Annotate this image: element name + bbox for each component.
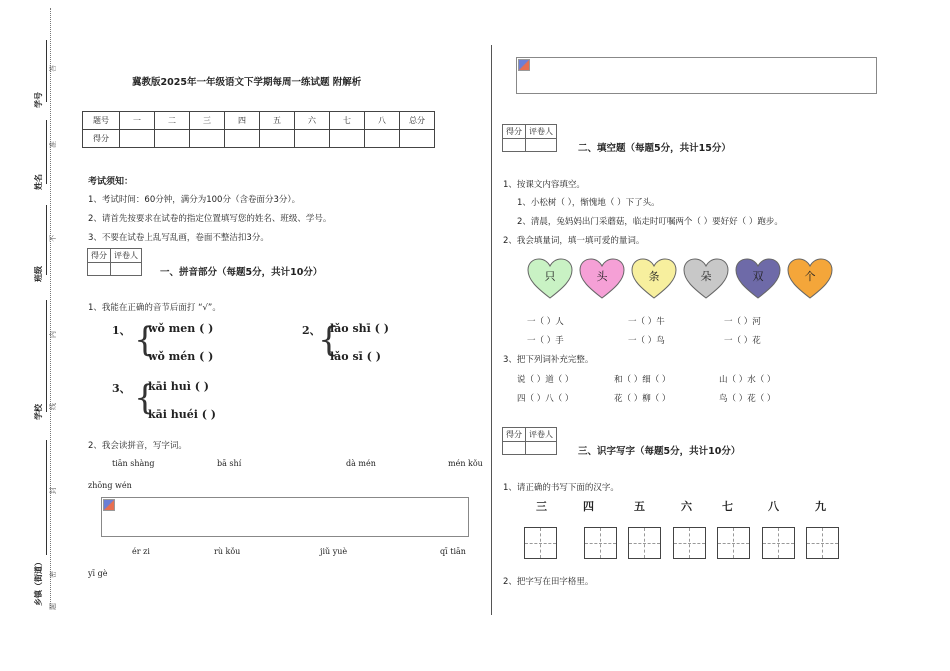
class-field[interactable] — [46, 205, 47, 275]
pinyin-prompt: mén kǒu — [448, 459, 483, 468]
pinyin-prompt: tiān shàng — [112, 459, 155, 468]
pinyin-option[interactable]: kāi huéi ( ) — [148, 408, 216, 421]
practice-char: 四 — [583, 500, 594, 513]
page-title: 冀教版2025年一年级语文下学期每周一练试题 附解析 — [132, 77, 362, 88]
score-table-header-row — [83, 112, 435, 130]
heart-card — [683, 258, 729, 300]
score-cell[interactable] — [295, 130, 330, 148]
scorebox-cell[interactable] — [111, 263, 142, 276]
scorebox-cell[interactable] — [526, 139, 557, 152]
score-table-header: 一 — [120, 112, 155, 130]
score-table-header: 题号 — [83, 112, 120, 130]
heart-char: 朵 — [700, 270, 712, 283]
broken-image-icon — [518, 59, 530, 71]
heart-char: 只 — [544, 270, 556, 283]
section2-question3: 3、把下列词补充完整。 — [503, 355, 594, 365]
section1-question2: 2、我会读拼音，写字词。 — [88, 441, 187, 451]
page-divider — [491, 45, 492, 615]
binding-char: 内 — [49, 331, 57, 338]
score-cell[interactable] — [225, 130, 260, 148]
section2-question2: 2、我会填量词，填一填可爱的量词。 — [503, 236, 645, 246]
word-complete-blank[interactable]: 山（ ）水（ ） — [719, 375, 776, 385]
binding-char: 题 — [49, 603, 57, 610]
section2-question1: 1、按课文内容填空。 — [503, 180, 585, 190]
score-cell[interactable] — [330, 130, 365, 148]
section2-title: 二、填空题（每题5分，共计15分） — [578, 143, 731, 154]
section1-question1: 1、我能在正确的音节后面打 “√”。 — [88, 303, 221, 313]
practice-char: 六 — [681, 500, 692, 513]
pinyin-option[interactable]: wǒ mén ( ) — [148, 350, 214, 363]
pinyin-option[interactable]: wǒ men ( ) — [148, 322, 214, 335]
pinyin-prompt: zhōng wén — [88, 481, 132, 490]
answer-writing-box[interactable] — [101, 497, 469, 537]
scorebox-section1 — [87, 248, 142, 276]
practice-char: 三 — [536, 500, 547, 513]
scorebox-label: 评卷人 — [111, 249, 142, 263]
scorebox-label: 得分 — [503, 125, 526, 139]
pinyin-prompt: bā shí — [217, 459, 242, 468]
score-table-header: 四 — [225, 112, 260, 130]
binding-label-student-id: 学号 — [34, 92, 43, 108]
measure-word-blank[interactable]: 一（ ）手 — [527, 336, 564, 346]
heart-char: 头 — [596, 270, 608, 283]
score-cell[interactable] — [365, 130, 400, 148]
measure-word-blank[interactable]: 一（ ）人 — [527, 317, 564, 327]
answer-writing-box[interactable] — [516, 57, 877, 94]
broken-image-icon — [103, 499, 115, 511]
binding-char: 准 — [49, 141, 57, 148]
group-number: 3、 — [112, 382, 131, 395]
word-complete-blank[interactable]: 四（ ）八（ ） — [517, 394, 574, 404]
heart-card — [735, 258, 781, 300]
notice-item: 1、考试时间：60分钟，满分为100分（含卷面分3分）。 — [88, 195, 301, 205]
score-cell[interactable] — [260, 130, 295, 148]
binding-char: 线 — [49, 403, 57, 410]
pinyin-prompt: qī tiān — [440, 547, 466, 556]
score-table-header: 总分 — [400, 112, 435, 130]
pinyin-option[interactable]: lǎo shī ( ) — [330, 322, 389, 335]
binding-char: 不 — [49, 235, 57, 242]
binding-char: 答 — [49, 65, 57, 72]
school-field[interactable] — [46, 300, 47, 412]
heart-char: 双 — [752, 270, 764, 283]
notice-heading: 考试须知： — [88, 177, 134, 187]
score-table — [82, 111, 435, 148]
notice-item: 2、请首先按要求在试卷的指定位置填写您的姓名、班级、学号。 — [88, 214, 332, 224]
brace-icon: { — [134, 378, 156, 418]
score-table-header: 五 — [260, 112, 295, 130]
measure-word-blank[interactable]: 一（ ）花 — [724, 336, 761, 346]
pinyin-prompt: ér zi — [132, 547, 150, 556]
word-complete-blank[interactable]: 鸟（ ）花（ ） — [719, 394, 776, 404]
measure-word-blank[interactable]: 一（ ）河 — [724, 317, 761, 327]
score-table-header: 七 — [330, 112, 365, 130]
pinyin-prompt: yī gè — [88, 569, 108, 578]
practice-char: 九 — [815, 500, 826, 513]
pinyin-prompt: dà mén — [346, 459, 376, 468]
pinyin-prompt: rù kǒu — [214, 547, 241, 556]
heart-char: 个 — [804, 270, 816, 283]
score-cell[interactable] — [120, 130, 155, 148]
score-row-label: 得分 — [83, 130, 120, 148]
brace-icon: { — [318, 320, 340, 360]
measure-word-blank[interactable]: 一（ ）鸟 — [628, 336, 665, 346]
section3-title: 三、识字写字（每题5分，共计10分） — [578, 446, 741, 457]
fill-blank-sentence[interactable]: 2、清晨，兔妈妈出门采蘑菇，临走时叮嘱两个（ ）要好好（ ）跑步。 — [517, 217, 783, 227]
heart-char: 条 — [648, 270, 660, 283]
scorebox-label: 得分 — [503, 428, 526, 442]
heart-card — [631, 258, 677, 300]
tianzi-grid[interactable] — [717, 527, 750, 559]
scorebox-label: 得分 — [88, 249, 111, 263]
heart-card — [579, 258, 625, 300]
word-complete-blank[interactable]: 花（ ）柳（ ） — [614, 394, 671, 404]
binding-label-class: 班级 — [34, 266, 43, 282]
binding-label-name: 姓名 — [34, 174, 43, 190]
score-cell[interactable] — [155, 130, 190, 148]
score-table-score-row — [83, 130, 435, 148]
tianzi-grid[interactable] — [806, 527, 839, 559]
scorebox-section3 — [502, 427, 557, 455]
binding-char: 封 — [49, 487, 57, 494]
pinyin-option[interactable]: lǎo sī ( ) — [330, 350, 381, 363]
scorebox-cell[interactable] — [503, 139, 526, 152]
word-complete-blank[interactable]: 说（ ）道（ ） — [517, 375, 574, 385]
name-field[interactable] — [46, 120, 47, 184]
tianzi-grid[interactable] — [673, 527, 706, 559]
tianzi-grid[interactable] — [524, 527, 557, 559]
pinyin-prompt: jiǔ yuè — [320, 547, 348, 556]
practice-char: 七 — [722, 500, 733, 513]
score-table-header: 三 — [190, 112, 225, 130]
section3-question1: 1、请正确的书写下面的汉字。 — [503, 483, 619, 493]
binding-char: 密 — [49, 571, 57, 578]
section3-question2: 2、把字写在田字格里。 — [503, 577, 594, 587]
tianzi-grid[interactable] — [628, 527, 661, 559]
group-number: 2、 — [302, 324, 321, 337]
scorebox-section2 — [502, 124, 557, 152]
word-complete-blank[interactable]: 和（ ）细（ ） — [614, 375, 671, 385]
binding-label-school: 学校 — [34, 404, 43, 420]
score-cell[interactable] — [400, 130, 435, 148]
score-table-header: 八 — [365, 112, 400, 130]
scorebox-cell[interactable] — [88, 263, 111, 276]
notice-item: 3、不要在试卷上乱写乱画，卷面不整洁扣3分。 — [88, 233, 269, 243]
scorebox-cell[interactable] — [503, 442, 526, 455]
binding-label-township: 乡镇（街道） — [34, 558, 43, 606]
score-table-header: 二 — [155, 112, 190, 130]
student-id-field[interactable] — [46, 40, 47, 102]
scorebox-cell[interactable] — [526, 442, 557, 455]
section1-title: 一、拼音部分（每题5分，共计10分） — [160, 267, 323, 278]
tianzi-grid[interactable] — [762, 527, 795, 559]
practice-char: 五 — [634, 500, 645, 513]
binding-dotted-line — [50, 8, 51, 608]
pinyin-option[interactable]: kāi huì ( ) — [148, 380, 209, 393]
heart-card — [787, 258, 833, 300]
scorebox-label: 评卷人 — [526, 428, 557, 442]
scorebox-label: 评卷人 — [526, 125, 557, 139]
group-number: 1、 — [112, 324, 131, 337]
score-table-header: 六 — [295, 112, 330, 130]
practice-char: 八 — [768, 500, 779, 513]
tianzi-grid[interactable] — [584, 527, 617, 559]
score-cell[interactable] — [190, 130, 225, 148]
fill-blank-sentence[interactable]: 1、小松树（ ），惭愧地（ ）下了头。 — [517, 198, 660, 208]
measure-word-blank[interactable]: 一（ ）牛 — [628, 317, 665, 327]
township-field[interactable] — [46, 440, 47, 555]
heart-card — [527, 258, 573, 300]
brace-icon: { — [134, 320, 156, 360]
